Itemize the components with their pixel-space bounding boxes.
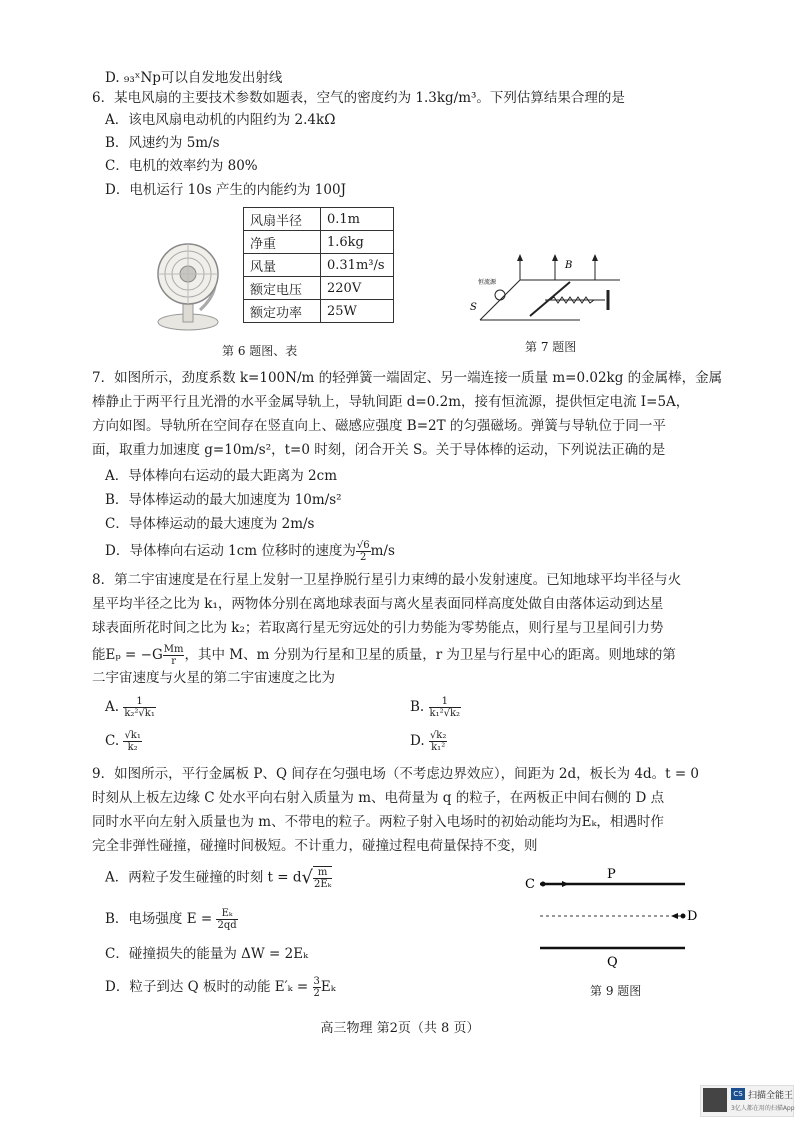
numerator: Eₖ <box>216 908 237 920</box>
spec-key: 额定功率 <box>244 300 321 323</box>
scanner-subtitle: 3亿人都在用的扫描App <box>731 1105 795 1112</box>
q8-option-b <box>410 696 461 719</box>
fig7-diagram <box>470 250 630 330</box>
q8-line-4-text: ，其中 M、m 分别为行星和卫星的质量，r 为卫星与行星中心的距离。则地球的第 <box>184 647 676 663</box>
spec-value: 25W <box>321 300 394 323</box>
q9-line-2: 时刻从上板左边缘 C 处水平向右射入质量为 m、电荷量为 q 的粒子，在两板正中间右侧的 D 点 <box>92 790 665 806</box>
q7-option-c: C．导体棒运动的最大速度为 2m/s <box>105 516 315 532</box>
option-label: D. <box>410 733 425 749</box>
fig9-label-q: Q <box>607 955 618 970</box>
option-label: C. <box>105 733 120 749</box>
spec-key: 风量 <box>244 254 321 277</box>
fig9-diagram <box>515 862 715 972</box>
spec-key: 风扇半径 <box>244 208 321 231</box>
q7-option-d <box>105 540 395 563</box>
q8-option-c <box>105 730 142 753</box>
table-row <box>244 208 394 231</box>
fig7-caption: 第 7 题图 <box>525 340 577 354</box>
q8-line-1: 8．第二宇宙速度是在行星上发射一卫星挣脱行星引力束缚的最小发射速度。已知地球平均半径与火 <box>92 572 682 588</box>
q7-option-b: B．导体棒运动的最大加速度为 10m/s² <box>105 492 342 508</box>
spec-value: 220V <box>321 277 394 300</box>
q9-option-b <box>105 908 238 931</box>
denominator: k₂²√k₁ <box>124 708 155 719</box>
q9-option-d-unit: Eₖ <box>320 979 336 995</box>
spec-key: 额定电压 <box>244 277 321 300</box>
sqrt-sign: √ <box>301 867 313 888</box>
fig6-caption: 第 6 题图、表 <box>222 344 298 358</box>
q9-option-b-text: B．电场强度 E = <box>105 911 213 927</box>
spec-key: 净重 <box>244 231 321 254</box>
q9-option-a-fraction <box>313 866 332 890</box>
fan-illustration <box>150 240 230 335</box>
option-label: B. <box>410 699 425 715</box>
numerator: √6 <box>356 540 370 551</box>
fig9-label-d: D <box>687 909 698 924</box>
q9-line-3: 同时水平向左射入质量也为 m、不带电的粒子。两粒子射入电场时的初始动能均为Eₖ，相遇时作 <box>92 814 664 830</box>
numerator: Mm <box>163 644 184 655</box>
spec-value: 1.6kg <box>321 231 394 254</box>
denominator: k₁²√k₂ <box>429 708 461 719</box>
fig7-source-label: 恒流源 <box>478 279 497 286</box>
q7-line-4: 面，取重力加速度 g=10m/s²，t=0 时刻，闭合开关 S。关于导体棒的运动，下列说法正确的是 <box>92 442 666 458</box>
q9-option-b-fraction <box>216 908 237 931</box>
q6-option-b: B．风速约为 5m/s <box>105 135 220 151</box>
option-label: A. <box>105 699 120 715</box>
q7-option-d-unit: m/s <box>370 543 395 559</box>
table-row <box>244 254 394 277</box>
q8-line-3: 球表面所花时间之比为 k₂；若取离行星无穷远处的引力势能为零势能点，则行星与卫星间引力势 <box>92 620 664 636</box>
fig9-label-p: P <box>607 867 616 882</box>
page-footer: 高三物理 第2页（共 8 页） <box>320 1021 480 1036</box>
numerator: 3 <box>313 976 320 987</box>
q9-option-a <box>105 866 332 890</box>
q8-potential-formula: 能Eₚ = −G <box>92 647 163 663</box>
denominator: 2qd <box>217 920 237 931</box>
spec-value: 0.1m <box>321 208 394 231</box>
numerator: 1 <box>123 696 156 708</box>
denominator: r <box>171 656 176 667</box>
q8-option-d <box>410 730 447 753</box>
q9-line-1: 9．如图所示，平行金属板 P、Q 间存在匀强电场（不考虑边界效应），间距为 2d，板长为 4d。t = 0 <box>92 766 700 782</box>
numerator: √k₂ <box>429 730 447 741</box>
q7-line-3: 方向如图。导轨所在空间存在竖直向上、磁感应强度 B=2T 的匀强磁场。弹簧与导轨位于同一平 <box>92 418 666 434</box>
qr-code-icon <box>703 1088 727 1112</box>
option-fraction <box>123 696 156 719</box>
denominator: 2 <box>313 988 320 999</box>
numerator: 1 <box>429 696 462 708</box>
spec-value: 0.31m³/s <box>321 254 394 277</box>
fig7-switch-label: S <box>470 302 477 313</box>
table-row <box>244 300 394 323</box>
denominator: 2Eₖ <box>314 879 332 890</box>
q9-line-4: 完全非弹性碰撞，碰撞时间极短。不计重力，碰撞过程电荷量保持不变，则 <box>92 838 538 854</box>
scanner-logo: CS <box>731 1088 745 1100</box>
q7-option-a: A．导体棒向右运动的最大距离为 2cm <box>105 468 337 484</box>
q8-option-a <box>105 696 156 719</box>
numerator: √k₁ <box>124 730 141 741</box>
q9-option-d <box>105 976 336 999</box>
q9-option-d-text: D．粒子到达 Q 板时的动能 E′ₖ = <box>105 979 309 995</box>
fig7-field-label: B <box>565 260 573 271</box>
fan-spec-table <box>243 207 394 323</box>
scanner-title: 扫描全能王 <box>748 1091 794 1101</box>
denominator: 2 <box>360 552 367 563</box>
table-row <box>244 231 394 254</box>
numerator: m <box>313 867 332 879</box>
denominator: k₁² <box>431 742 446 753</box>
q9-option-c: C．碰撞损失的能量为 ΔW = 2Eₖ <box>105 946 309 962</box>
option-fraction <box>429 696 462 719</box>
q7-option-d-text: D．导体棒向右运动 1cm 位移时的速度为 <box>105 543 356 559</box>
q7-line-2: 棒静止于两平行且光滑的水平金属导轨上，导轨间距 d=0.2m，接有恒流源，提供恒定电流 I=5A， <box>92 394 690 410</box>
q9-option-a-text: A．两粒子发生碰撞的时刻 t = d <box>105 869 302 886</box>
q6-option-c: C．电机的效率约为 80% <box>105 158 258 174</box>
table-row <box>244 277 394 300</box>
q8-line-2: 星平均半径之比为 k₁，两物体分别在离地球表面与离火星表面同样高度处做自由落体运动到达星 <box>92 596 664 612</box>
q6-option-a: A．该电风扇电动机的内阻约为 2.4kΩ <box>105 112 336 128</box>
q6-stem: 6．某电风扇的主要技术参数如题表，空气的密度约为 1.3kg/m³。下列估算结果合理的是 <box>92 90 625 106</box>
q7-option-d-fraction <box>356 540 371 563</box>
fig9-label-c: C <box>525 877 535 892</box>
q8-line-4 <box>92 644 676 667</box>
q8-line-5: 二宇宙速度与火星的第二宇宙速度之比为 <box>92 670 335 686</box>
q5-option-d: D. ₉₃ˣNp可以自发地发出射线 <box>105 70 283 86</box>
fig9-caption: 第 9 题图 <box>590 984 642 998</box>
q6-option-d: D．电机运行 10s 产生的内能约为 100J <box>105 182 346 198</box>
q9-option-d-fraction <box>313 976 321 999</box>
q7-line-1: 7．如图所示，劲度系数 k=100N/m 的轻弹簧一端固定、另一端连接一质量 m=0.02kg 的金属棒，金属 <box>92 370 723 386</box>
option-fraction <box>123 730 141 753</box>
option-fraction <box>429 730 447 753</box>
denominator: k₂ <box>127 742 138 753</box>
q8-formula-fraction <box>163 644 185 667</box>
